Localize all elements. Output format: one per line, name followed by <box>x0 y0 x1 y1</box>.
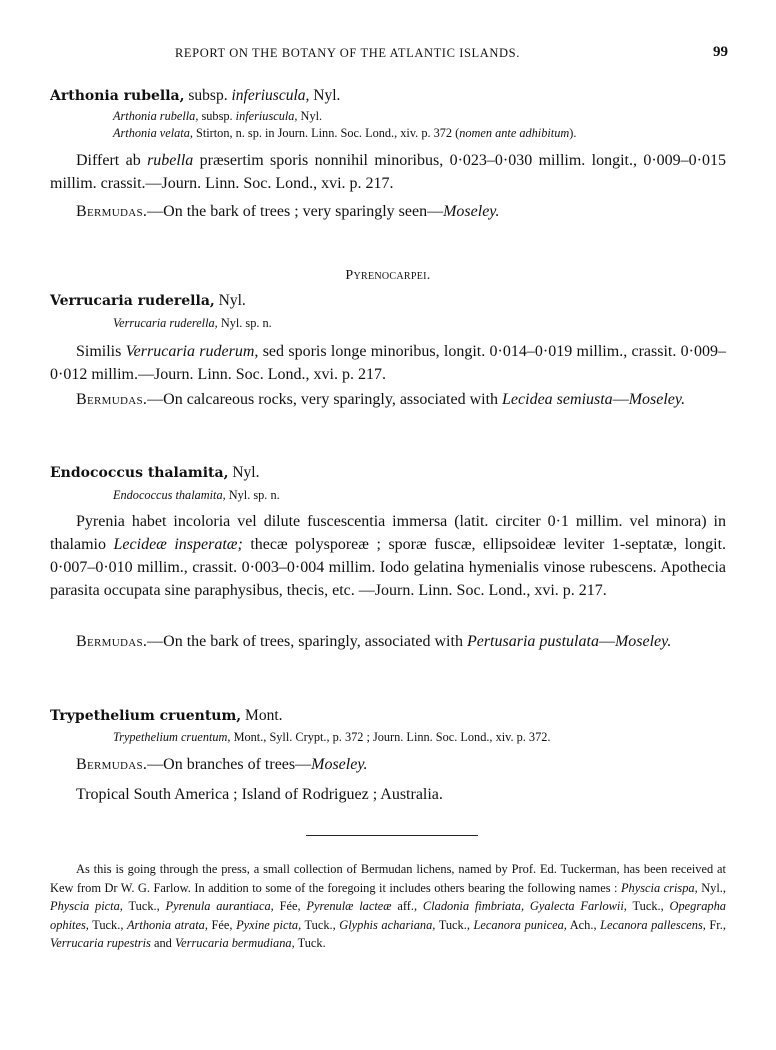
entry-4-locality: Bermudas.—On branches of trees—Moseley. <box>76 756 368 773</box>
running-header <box>0 46 776 66</box>
entry-4-heading: Trypethelium cruentum, Mont. <box>50 707 283 724</box>
page-number: 99 <box>713 44 728 60</box>
entry-4-synonym: Trypethelium cruentum, Mont., Syll. Crypt., p. 372 ; Journ. Linn. Soc. Lond., xiv. p. 372. <box>113 730 551 744</box>
entry-2-heading: Verrucaria ruderella, Nyl. <box>50 292 246 309</box>
entry-2-synonym: Verrucaria ruderella, Nyl. sp. n. <box>113 316 272 330</box>
entry-1-genus: Arthonia rubella, <box>50 88 185 104</box>
entry-4-genus: Trypethelium cruentum, <box>50 708 242 724</box>
entry-4-distribution: Tropical South America ; Island of Rodriguez ; Australia. <box>76 786 443 803</box>
entry-3-description: Pyrenia habet incoloria vel dilute fuscescentia immersa (latit. circiter 0·1 millim. vel minora) in thalamio Lecideæ insperatæ; thecæ polysporeæ ; sporæ fuscæ, ellipsoideæ leviter 1-septatæ, longit. 0·007–0·010 millim., crassit. 0·003–0·004 millim. Iodo gelatina hymenialis vinose rubescens. Apothecia parasita occupata sine paraphysibus, thecis, etc. —Journ. Linn. Soc. Lond., xvi. p. 217. <box>50 513 727 599</box>
entry-1-heading: Arthonia rubella, subsp. inferiuscula, Nyl. <box>50 87 341 104</box>
entry-3-heading: Endococcus thalamita, Nyl. <box>50 464 260 481</box>
entry-2-genus: Verrucaria ruderella, <box>50 293 215 309</box>
entry-1-synonym-2: Arthonia velata, Stirton, n. sp. in Journ. Linn. Soc. Lond., xiv. p. 372 (nomen ante adhibitum). <box>113 126 577 140</box>
entry-3-locality: Bermudas.—On the bark of trees, sparingly, associated with Pertusaria pustulata—Moseley. <box>76 633 672 650</box>
entry-2-description: Similis Verrucaria ruderum, sed sporis longe minoribus, longit. 0·014–0·019 millim., crassit. 0·009–0·012 millim.—Journ. Linn. Soc. Lond., xvi. p. 217. <box>50 343 727 383</box>
entry-2-locality: Bermudas.—On calcareous rocks, very sparingly, associated with Lecidea semiusta—Moseley. <box>76 391 686 408</box>
entry-3-synonym: Endococcus thalamita, Nyl. sp. n. <box>113 488 280 502</box>
entry-1-synonym-1: Arthonia rubella, subsp. inferiuscula, Nyl. <box>113 109 323 123</box>
footnote: As this is going through the press, a small collection of Bermudan lichens, named by Prof. Ed. Tuckerman, has been received at Kew from Dr W. G. Farlow. In addition to some of the foregoing it includes others bearing the following names : Physcia crispa, Nyl., Physcia picta, Tuck., Pyrenula aurantiaca, Fée, Pyrenulæ lacteæ aff., Cladonia fimbriata, Gyalecta Farlowii, Tuck., Opegrapha ophites, Tuck., Arthonia atrata, Fée, Pyxine picta, Tuck., Glyphis achariana, Tuck., Lecanora punicea, Ach., Lecanora pallescens, Fr., Verrucaria rupestris and Verrucaria bermudiana, Tuck. <box>50 862 726 951</box>
entry-1-description: Differt ab rubella præsertim sporis nonnihil minoribus, 0·023–0·030 millim. longit., 0·009–0·015 millim. crassit.—Journ. Linn. Soc. Lond., xvi. p. 217. <box>50 152 726 192</box>
entry-1-locality: Bermudas.—On the bark of trees ; very sparingly seen—Moseley. <box>76 203 500 220</box>
running-title: REPORT ON THE BOTANY OF THE ATLANTIC ISLANDS. <box>175 46 520 60</box>
entry-3-genus: Endococcus thalamita, <box>50 465 229 481</box>
section-heading: Pyrenocarpei. <box>345 268 431 283</box>
footnote-divider <box>306 835 478 836</box>
